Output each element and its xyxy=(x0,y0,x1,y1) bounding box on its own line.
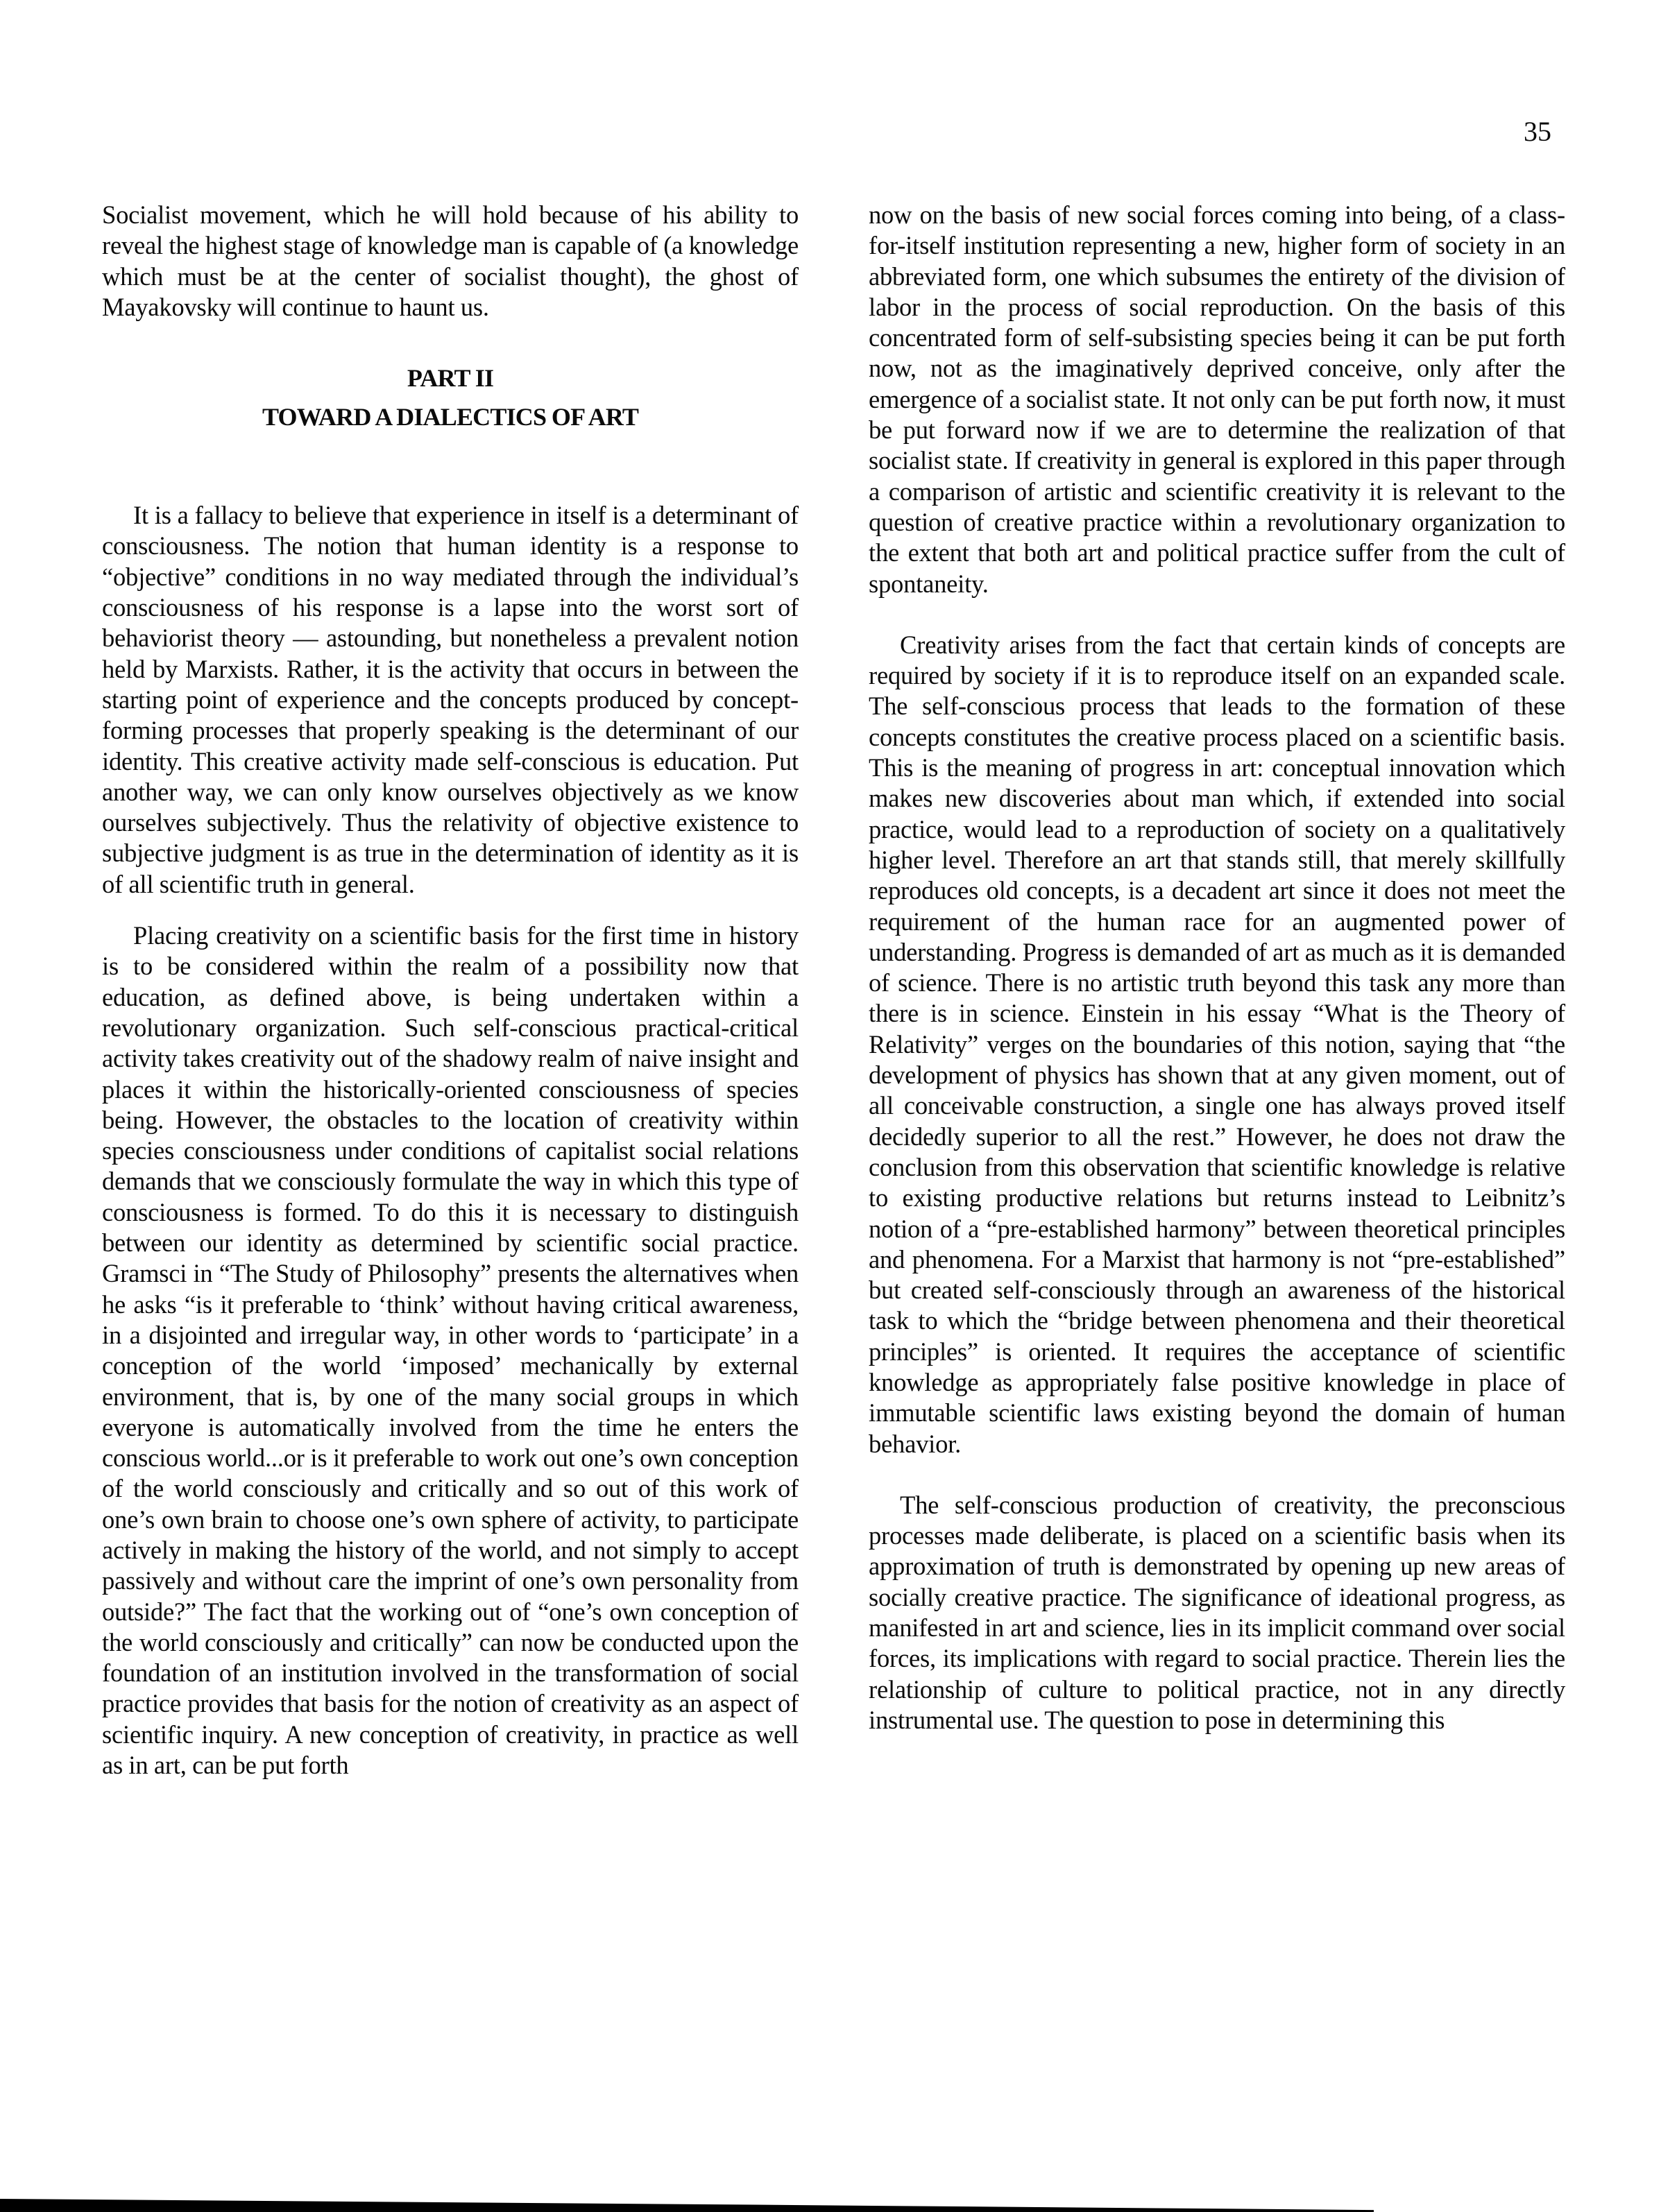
body-paragraph: It is a fallacy to believe that experience in itself is a determinant of consciousness. The notion that human identity is a response to “objective” conditions in no way mediated through the individual’s consciousness of his response is a lapse into the worst sort of behaviorist theory — astounding, but nonetheless a prevalent notion held by Marxists. Rather, it is the activity that occurs in between the starting point of experience and the concepts produced by concept-forming processes that properly speaking is the determinant of our identity. This creative activity made self-conscious is education. Put another way, we can only know ourselves objectively as we know ourselves subjectively. Thus the relativity of objective existence to subjective judgment is as true in the determination of identity as it is of all scientific truth in general. xyxy=(102,501,799,898)
body-paragraph: Placing creativity on a scientific basis for the first time in history is to be considered within the realm of a possibility now that education, as defined above, is being undertaken within a revolutionary organization. Such self-conscious practical-critical activity takes creativity out of the shadowy realm of naive insight and places it within the historically-oriented consciousness of species being. However, the obstacles to the location of creativity within species consciousness under conditions of capitalist social relations demands that we consciously formulate the way in which this type of consciousness is formed. To do this it is necessary to distinguish between our identity as determined by scientific social practice. Gramsci in “The Study of Philosophy” presents the alternatives when he asks “is it preferable to ‘think’ without having critical awareness, in a disjointed and irregular way, in other words to ‘participate’ in a conception of the world ‘imposed’ mechanically by external environment, that is, by one of the many social groups in which everyone is automatically involved from the time he enters the conscious world...or is it preferable to work out one’s own conception of the world consciously and critically and so out of this work of one’s own brain to choose one’s own sphere of activity, to participate actively in making the history of the world, and not simply to accept passively and without care the imprint of one’s own personality from outside?” The fact that the working out of “one’s own conception of the world consciously and critically” can now be conducted upon the foundation of an institution involved in the transformation of social practice provides that basis for the notion of creativity as an aspect of scientific inquiry. A new conception of creativity, in practice as well as in art, can be put forth xyxy=(102,921,799,1780)
right-column xyxy=(869,200,1565,1735)
page-number: 35 xyxy=(1524,116,1551,147)
section-title: TOWARD A DIALECTICS OF ART xyxy=(262,403,639,431)
left-column xyxy=(102,200,799,1781)
scan-edge-bar xyxy=(0,2199,1374,2212)
continued-paragraph: now on the basis of new social forces coming into being, of a class-for-itself institution representing a new, higher form of society in an abbreviated form, one which subsumes the entirety of the division of labor in the process of social reproduction. On the basis of this concentrated form of self-subsisting species being it can be put forth now, not as the imaginatively deprived conceive, only after the emergence of a socialist state. It not only can be put forth now, it must be put forward now if we are to determine the realization of that socialist state. If creativity in general is explored in this paper through a comparison of artistic and scientific creativity it is relevant to the question of creative practice within a revolutionary organization to the extent that both art and political practice suffer from the cult of spontaneity. xyxy=(869,200,1565,598)
body-paragraph: The self-conscious production of creativity, the preconscious processes made deliberate, is placed on a scientific basis when its approximation of truth is demonstrated by opening up new areas of socially creative practice. The significance of ideational progress, as manifested in art and science, lies in its implicit command over social forces, its implications with regard to social practice. Therein lies the relationship of culture to political practice, not in any directly instrumental use. The question to pose in determining this xyxy=(869,1490,1565,1734)
continued-paragraph: Socialist movement, which he will hold because of his ability to reveal the highest stage of knowledge man is capable of (a knowledge which must be at the center of socialist thought), the ghost of Mayakovsky will continue to haunt us. xyxy=(102,200,799,321)
section-label: PART II xyxy=(407,364,494,393)
body-paragraph: Creativity arises from the fact that certain kinds of concepts are required by society if it is to reproduce itself on an expanded scale. The self-conscious process that leads to the formation of these concepts constitutes the creative process placed on a scientific basis. This is the meaning of progress in art: conceptual innovation which makes new discoveries about man which, if extended into social practice, would lead to a reproduction of society on a qualitatively higher level. Therefore an art that stands still, that merely skillfully reproduces old concepts, is a decadent art since it does not meet the requirement of the human race for an augmented power of understanding. Progress is demanded of art as much as it is demanded of science. There is no artistic truth beyond this task any more than there is in science. Einstein in his essay “What is the Theory of Relativity” verges on the boundaries of this notion, saying that “the development of physics has shown that at any given moment, out of all conceivable construction, a single one has always proved itself decidedly superior to all the rest.” However, he does not draw the conclusion from this observation that scientific knowledge is relative to existing productive relations but returns instead to Leibnitz’s notion of a “pre-established harmony” between theoretical principles and phenomena. For a Marxist that harmony is not “pre-established” but created self-consciously through an awareness of the historical task to which the “bridge between phenomena and their theoretical principles” is oriented. It requires the acceptance of scientific knowledge as appropriately false positive knowledge in place of immutable scientific laws existing beyond the domain of human behavior. xyxy=(869,630,1565,1458)
